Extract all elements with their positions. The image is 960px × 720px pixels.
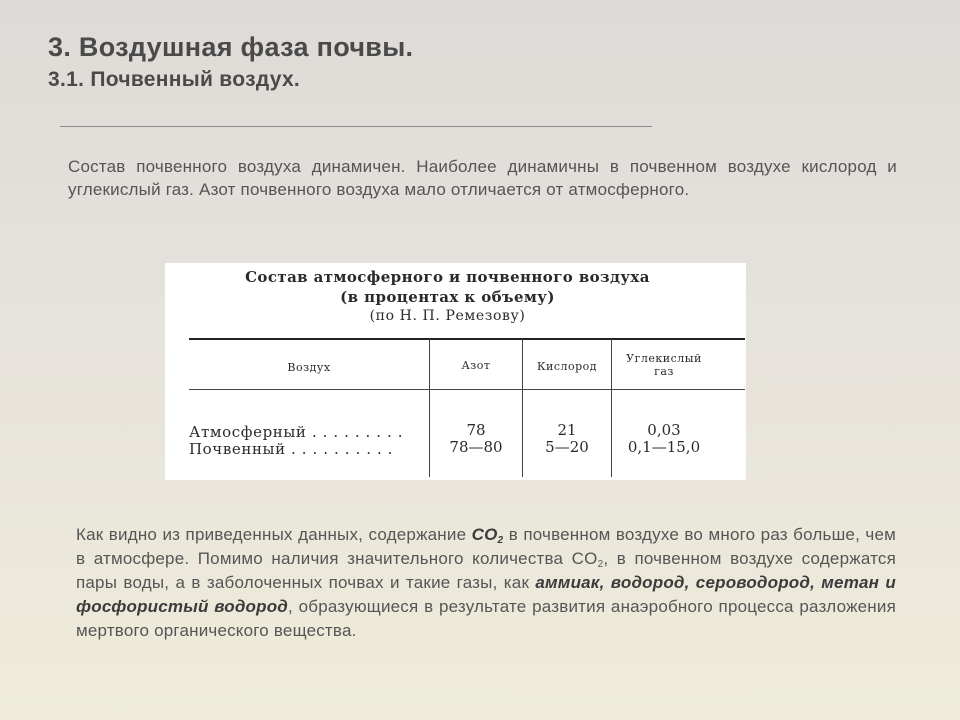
header-nitrogen: Азот: [461, 359, 491, 372]
row-soil-oxygen: 5—20: [545, 438, 589, 456]
row-soil-label: Почвенный . . . . . . . . . .: [189, 440, 394, 458]
table-caption-units: (в процентах к объему): [340, 288, 555, 306]
co2-subscript: 2: [497, 535, 504, 546]
slide-title: 3. Воздушная фаза почвы.: [48, 32, 414, 62]
row-atmospheric-co2: 0,03: [647, 421, 681, 439]
header-air: Воздух: [287, 361, 331, 374]
slide-subtitle: 3.1. Почвенный воздух.: [48, 68, 301, 91]
table-header-rule: [189, 389, 745, 390]
co2-formula: CO: [471, 525, 498, 544]
table-caption-source: (по Н. П. Ремезову): [369, 308, 526, 324]
header-co2-line2: газ: [654, 365, 674, 378]
title-divider: [60, 126, 652, 127]
co2-subscript-plain: 2: [597, 559, 604, 570]
row-atmospheric-oxygen: 21: [557, 421, 577, 439]
composition-table-image: [165, 263, 746, 480]
conclusion-paragraph: [76, 523, 896, 643]
header-co2-line1: Углекислый: [626, 352, 702, 365]
conclusion-text-2: в почвенном воздухе во много раз больше, чем в атмосфере. Помимо наличия значительного количества CO: [76, 525, 896, 568]
table-caption-title: Состав атмосферного и почвенного воздуха: [245, 268, 650, 286]
conclusion-text-3: , в почвенном воздухе содержатся пары воды, а в заболоченных почвах и такие газы, как: [76, 549, 896, 592]
header-oxygen: Кислород: [536, 360, 598, 373]
row-soil-co2: 0,1—15,0: [627, 438, 701, 456]
row-atmospheric-label: Атмосферный . . . . . . . . .: [189, 423, 404, 441]
header-co2: [612, 352, 716, 378]
co2-highlight: [472, 525, 504, 544]
conclusion-text-4: , образующиеся в результате развития анаэробного процесса разложения мертвого органического вещества.: [76, 597, 896, 640]
conclusion-text-1: Как видно из приведенных данных, содержание: [76, 525, 472, 544]
gases-highlight: аммиак, водород, сероводород, метан и фосфористый водород: [76, 573, 896, 616]
table-top-rule: [189, 338, 745, 340]
row-soil-nitrogen: 78—80: [449, 438, 503, 456]
row-atmospheric-nitrogen: 78: [466, 421, 486, 439]
intro-paragraph: Состав почвенного воздуха динамичен. Наиболее динамичны в почвенном воздухе кислород и углекислый газ. Азот почвенного воздуха мало отличается от атмосферного.: [68, 157, 897, 199]
